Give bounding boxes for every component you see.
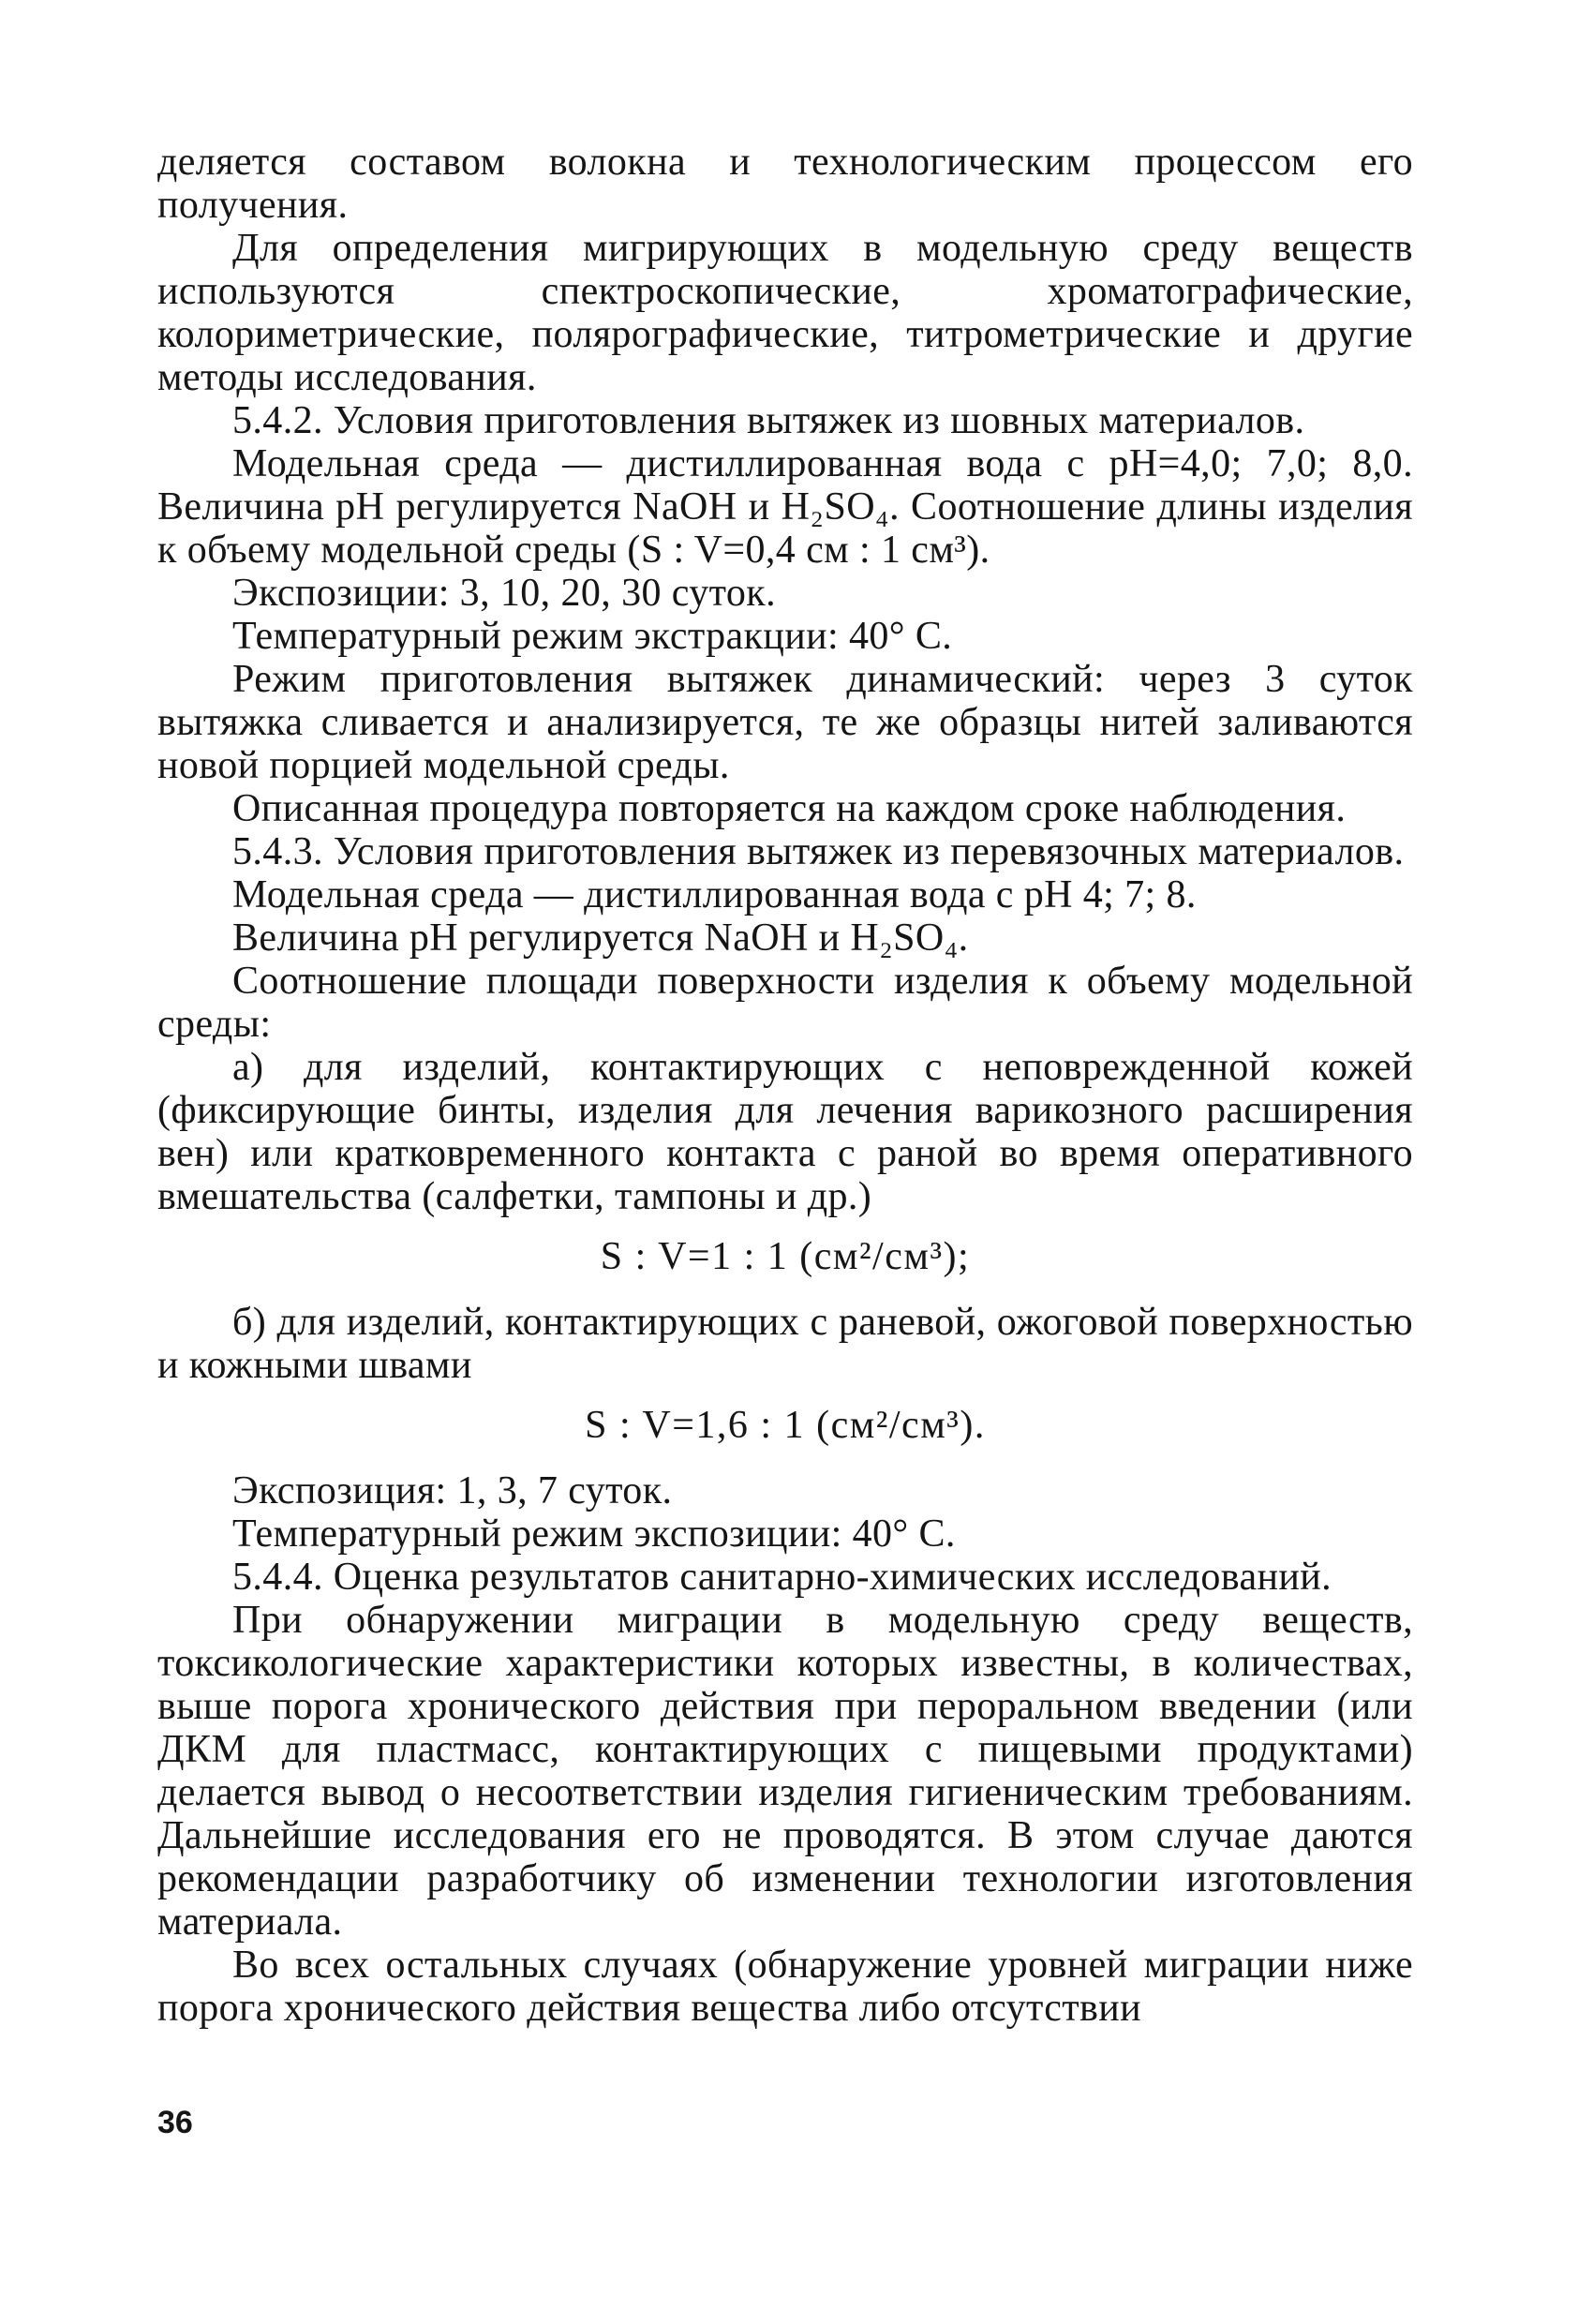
paragraph-exposure: Экспозиция: 1, 3, 7 суток. [232, 1469, 673, 1512]
paragraph-exposures: Экспозиции: 3, 10, 20, 30 суток. [232, 572, 776, 615]
paragraph-dynamic-mode: Режим приготовления вытяжек динамический: через 3 суток вытяжка сливается и анализируется, те же образцы нитей заливаются новой порцией модельной среды. [157, 658, 1413, 787]
section-heading-5-4-3: 5.4.3. Условия приготовления вытяжек из перевязочных материалов. [232, 830, 1405, 873]
paragraph-other-cases: Во всех остальных случаях (обнаружение уровней миграции ниже порога хронического действия вещества либо отсутствии [157, 1944, 1413, 2030]
paragraph-procedure: Описанная процедура повторяется на каждом сроке наблюдения. [232, 787, 1347, 830]
paragraph-ratio: Соотношение площади поверхности изделия к объему модельной среды: [157, 960, 1413, 1046]
paragraph-temperature-2: Температурный режим экспозиции: 40° С. [232, 1512, 956, 1556]
paragraph-methods: Для определения мигрирующих в модельную среду веществ используются спектроскопические, хроматографические, колориметрические, полярографические, титрометрические и другие методы исследования. [157, 227, 1413, 399]
page-number: 36 [157, 2105, 193, 2140]
section-heading-5-4-2: 5.4.2. Условия приготовления вытяжек из шовных материалов. [232, 399, 1305, 442]
section-heading-5-4-4: 5.4.4. Оценка результатов санитарно-химических исследований. [232, 1556, 1332, 1599]
paragraph-model-medium-2: Модельная среда — дистиллированная вода с pH 4; 7; 8. [232, 873, 1197, 916]
body-text [157, 141, 1413, 2030]
paragraph-migration: При обнаружении миграции в модельную среду веществ, токсикологические характеристики которых известны, в количествах, выше порога хронического действия при пероральном введении (или ДКМ для пластмасс, контактирующих с пищевыми продуктами) делается вывод о несоответствии изделия гигиеническим требованиям. Дальнейшие исследования его не проводятся. В этом случае даются рекомендации разработчику об изменении технологии изготовления материала. [157, 1599, 1413, 1944]
paragraph-continuation: деляется составом волокна и технологическим процессом его получения. [157, 141, 1413, 227]
formula-ratio-2: S : V=1,6 : 1 (см²/см³). [585, 1404, 986, 1447]
paragraph-model-medium: Модельная среда — дистиллированная вода с pH=4,0; 7,0; 8,0. Величина pH регулируется NaOH и H₂SO₄. Соотношение длины изделия к объему модельной среды (S : V=0,4 см : 1 см³). [157, 442, 1413, 572]
paragraph-ph-regulation: Величина pH регулируется NaOH и H₂SO₄. [232, 916, 969, 960]
formula-ratio-1: S : V=1 : 1 (см²/см³); [600, 1235, 971, 1278]
list-item-a: а) для изделий, контактирующих с неповрежденной кожей (фиксирующие бинты, изделия для лечения варикозного расширения вен) или кратковременного контакта с раной во время оперативного вмешательства (салфетки, тампоны и др.) [157, 1046, 1413, 1218]
list-item-b: б) для изделий, контактирующих с раневой, ожоговой поверхностью и кожными швами [157, 1301, 1413, 1387]
paragraph-temperature: Температурный режим экстракции: 40° С. [232, 615, 953, 658]
